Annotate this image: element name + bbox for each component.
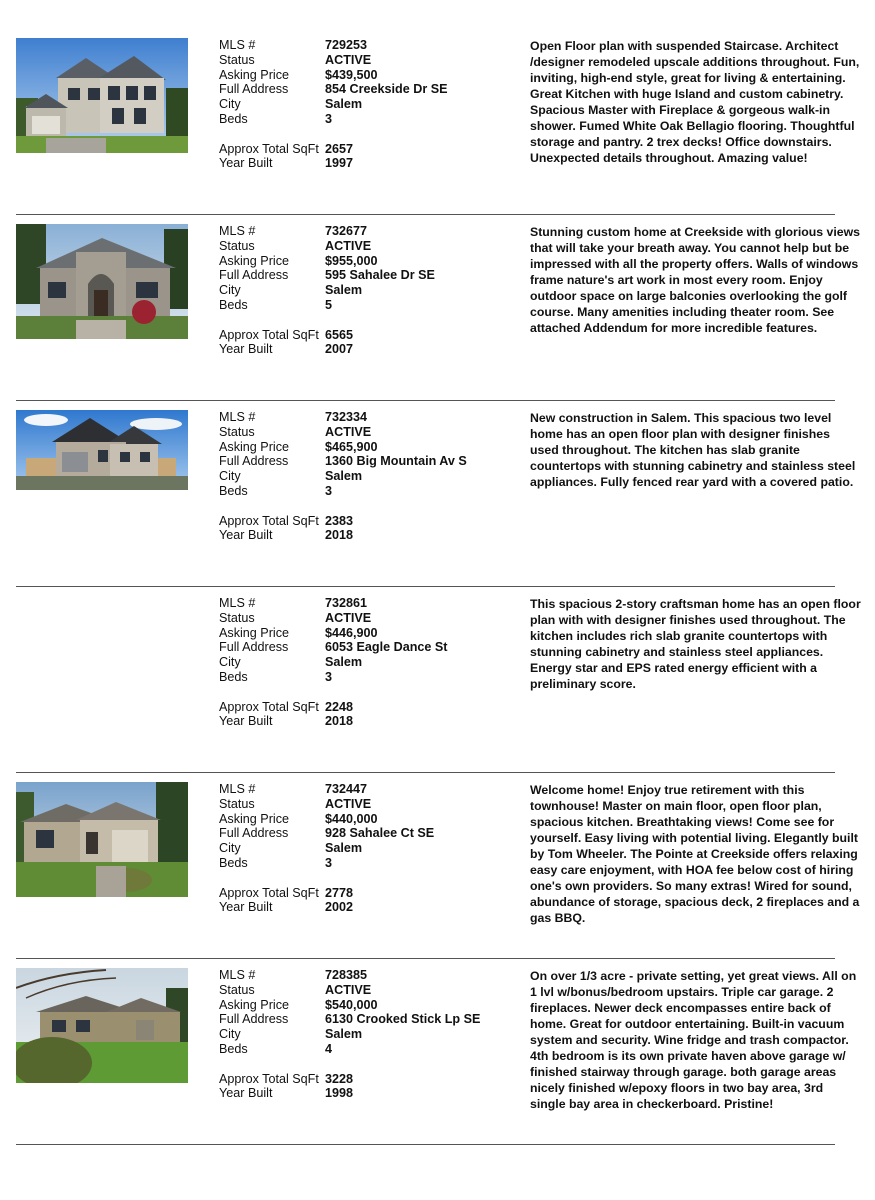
divider	[16, 400, 835, 401]
address-label: Full Address	[219, 826, 289, 841]
price-label: Asking Price	[219, 997, 289, 1012]
mls-value: 732447	[325, 782, 368, 796]
city-value: Salem	[325, 469, 363, 484]
sqft-label: Approx Total SqFt	[219, 1071, 319, 1086]
listing-description: On over 1/3 acre - private setting, yet great views. All on 1 lvl w/bonus/bedroom upstairs. Triple car garage. 2 fireplaces. Newer deck encompasses entire back of home. Great for outdoor entertaining. Built-in vacuum system and security. Wine fridge and trash compactor. 4th bedroom is its own private haven above garage w/ finished stairway through garage. both garage areas nicely finished w/epoxy floors in two bay area, 3rd single bay area in checkerboard. Pristine!	[530, 969, 857, 1111]
status-label: Status	[219, 424, 255, 439]
beds-label: Beds	[219, 855, 248, 870]
listing-6	[0, 968, 875, 1154]
status-label: Status	[219, 982, 255, 997]
beds-value: 3	[325, 483, 333, 498]
listing-5	[0, 782, 875, 968]
year-value: 2018	[325, 528, 354, 543]
house-photo[interactable]	[16, 410, 188, 490]
address-value: 6130 Crooked Stick Lp SE	[325, 1012, 481, 1027]
sqft-label: Approx Total SqFt	[219, 141, 319, 156]
address-value: 6053 Eagle Dance St	[325, 640, 448, 655]
sqft-value: 2657	[325, 141, 354, 156]
divider	[16, 586, 835, 587]
year-value: 1998	[325, 1086, 354, 1101]
city-label: City	[219, 97, 241, 112]
beds-value: 3	[325, 669, 333, 684]
price-value: $440,000	[325, 811, 378, 826]
price-label: Asking Price	[219, 253, 289, 268]
beds-value: 3	[325, 855, 333, 870]
mls-label: MLS #	[219, 782, 256, 796]
beds-value: 5	[325, 297, 333, 312]
beds-label: Beds	[219, 669, 248, 684]
mls-value: 732861	[325, 596, 368, 610]
sqft-value: 6565	[325, 327, 354, 342]
year-label: Year Built	[219, 342, 273, 357]
city-value: Salem	[325, 841, 363, 856]
sqft-value: 2383	[325, 513, 354, 528]
price-value: $465,900	[325, 439, 378, 454]
address-value: 854 Creekside Dr SE	[325, 82, 448, 97]
year-value: 2002	[325, 900, 354, 915]
beds-label: Beds	[219, 483, 248, 498]
house-photo[interactable]	[16, 224, 188, 339]
city-label: City	[219, 841, 241, 856]
listing-description: This spacious 2-story craftsman home has an open floor plan with with designer finishes used throughout. The kitchen includes rich slab granite countertops with stunning cabinetry and stainless steel appliances. Energy star and EPS rated energy efficient with a preliminary score.	[530, 597, 861, 691]
status-value: ACTIVE	[325, 424, 372, 439]
price-value: $540,000	[325, 997, 378, 1012]
price-value: $446,900	[325, 625, 378, 640]
mls-label: MLS #	[219, 224, 256, 238]
status-value: ACTIVE	[325, 610, 372, 625]
address-label: Full Address	[219, 82, 289, 97]
listing-fields	[219, 596, 519, 729]
address-value: 595 Sahalee Dr SE	[325, 268, 435, 283]
mls-value: 732677	[325, 224, 368, 238]
listing-description: Open Floor plan with suspended Staircase. Architect /designer remodeled upscale additions throughout. Fun, inviting, high-end style, great for living & entertaining. Great Kitchen with huge Island and custom cabinetry. Spacious Master with Fireplace & gorgeous walk-in shower. Fumed White Oak Bellagio flooring. Thoughtful storage and pantry. 2 trex decks! Office downstairs. Unexpected details throughout. Amazing value!	[530, 39, 860, 165]
year-label: Year Built	[219, 1086, 273, 1101]
address-value: 928 Sahalee Ct SE	[325, 826, 435, 841]
price-value: $439,500	[325, 67, 378, 82]
listing-description: New construction in Salem. This spacious two level home has an open floor plan with designer finishes used throughout. The kitchen has slab granite countertops with stunning cabinetry and stainless steel appliances. Fully fenced rear yard with a covered patio.	[530, 411, 856, 489]
beds-value: 3	[325, 111, 333, 126]
status-label: Status	[219, 52, 255, 67]
sqft-label: Approx Total SqFt	[219, 513, 319, 528]
mls-value: 729253	[325, 38, 368, 52]
listing-3	[0, 410, 875, 596]
listing-2	[0, 224, 875, 410]
address-label: Full Address	[219, 454, 289, 469]
status-label: Status	[219, 238, 255, 253]
price-label: Asking Price	[219, 439, 289, 454]
status-label: Status	[219, 610, 255, 625]
year-label: Year Built	[219, 900, 273, 915]
beds-label: Beds	[219, 111, 248, 126]
status-value: ACTIVE	[325, 238, 372, 253]
city-label: City	[219, 283, 241, 298]
sqft-value: 2248	[325, 699, 354, 714]
listing-fields	[219, 968, 519, 1101]
sqft-value: 2778	[325, 885, 354, 900]
mls-label: MLS #	[219, 410, 256, 424]
city-label: City	[219, 655, 241, 670]
city-label: City	[219, 469, 241, 484]
house-photo[interactable]	[16, 38, 188, 153]
listing-description: Stunning custom home at Creekside with glorious views that will take your breath away. You cannot help but be impressed with all the property offers. Walls of windows frame nature's art work in most every room. Enjoy outdoor space on large balconies overlooking the golf course. Many amenities including theater room. See attached Addendum for more incredible features.	[530, 225, 861, 335]
sqft-value: 3228	[325, 1071, 354, 1086]
mls-value: 732334	[325, 410, 368, 424]
beds-value: 4	[325, 1041, 333, 1056]
price-value: $955,000	[325, 253, 378, 268]
divider	[16, 214, 835, 215]
listing-description: Welcome home! Enjoy true retirement with this townhouse! Master on main floor, open floor plan, spacious kitchen. Breathtaking views! Come see for yourself. Easy living with potential living. Elegantly built by Tom Wheeler. The Pointe at Creekside offers relaxing easy care enjoyment, with HOA fee below cost of hiring one's own providers. So many extras! Wired for sound, abundance of storage, spacious deck, 2 fireplaces and a gas BBQ.	[530, 783, 860, 925]
divider	[16, 772, 835, 773]
year-value: 2007	[325, 342, 354, 357]
beds-label: Beds	[219, 297, 248, 312]
mls-label: MLS #	[219, 596, 256, 610]
status-value: ACTIVE	[325, 982, 372, 997]
sqft-label: Approx Total SqFt	[219, 885, 319, 900]
status-label: Status	[219, 796, 255, 811]
city-value: Salem	[325, 1027, 363, 1042]
city-value: Salem	[325, 97, 363, 112]
year-value: 2018	[325, 714, 354, 729]
city-value: Salem	[325, 283, 363, 298]
listing-fields	[219, 38, 519, 171]
price-label: Asking Price	[219, 67, 289, 82]
year-label: Year Built	[219, 714, 273, 729]
price-label: Asking Price	[219, 811, 289, 826]
year-label: Year Built	[219, 528, 273, 543]
divider	[16, 958, 835, 959]
address-label: Full Address	[219, 640, 289, 655]
price-label: Asking Price	[219, 625, 289, 640]
listing-fields	[219, 410, 519, 543]
house-photo[interactable]	[16, 968, 188, 1083]
city-label: City	[219, 1027, 241, 1042]
year-label: Year Built	[219, 156, 273, 171]
listing-1	[0, 38, 875, 224]
house-photo[interactable]	[16, 782, 188, 897]
divider	[16, 1144, 835, 1145]
sqft-label: Approx Total SqFt	[219, 327, 319, 342]
sqft-label: Approx Total SqFt	[219, 699, 319, 714]
year-value: 1997	[325, 156, 354, 171]
listing-4	[0, 596, 875, 782]
listing-fields	[219, 224, 519, 357]
status-value: ACTIVE	[325, 52, 372, 67]
address-label: Full Address	[219, 268, 289, 283]
status-value: ACTIVE	[325, 796, 372, 811]
city-value: Salem	[325, 655, 363, 670]
address-value: 1360 Big Mountain Av S	[325, 454, 467, 469]
address-label: Full Address	[219, 1012, 289, 1027]
mls-label: MLS #	[219, 38, 256, 52]
beds-label: Beds	[219, 1041, 248, 1056]
mls-value: 728385	[325, 968, 368, 982]
listing-fields	[219, 782, 519, 915]
mls-label: MLS #	[219, 968, 256, 982]
